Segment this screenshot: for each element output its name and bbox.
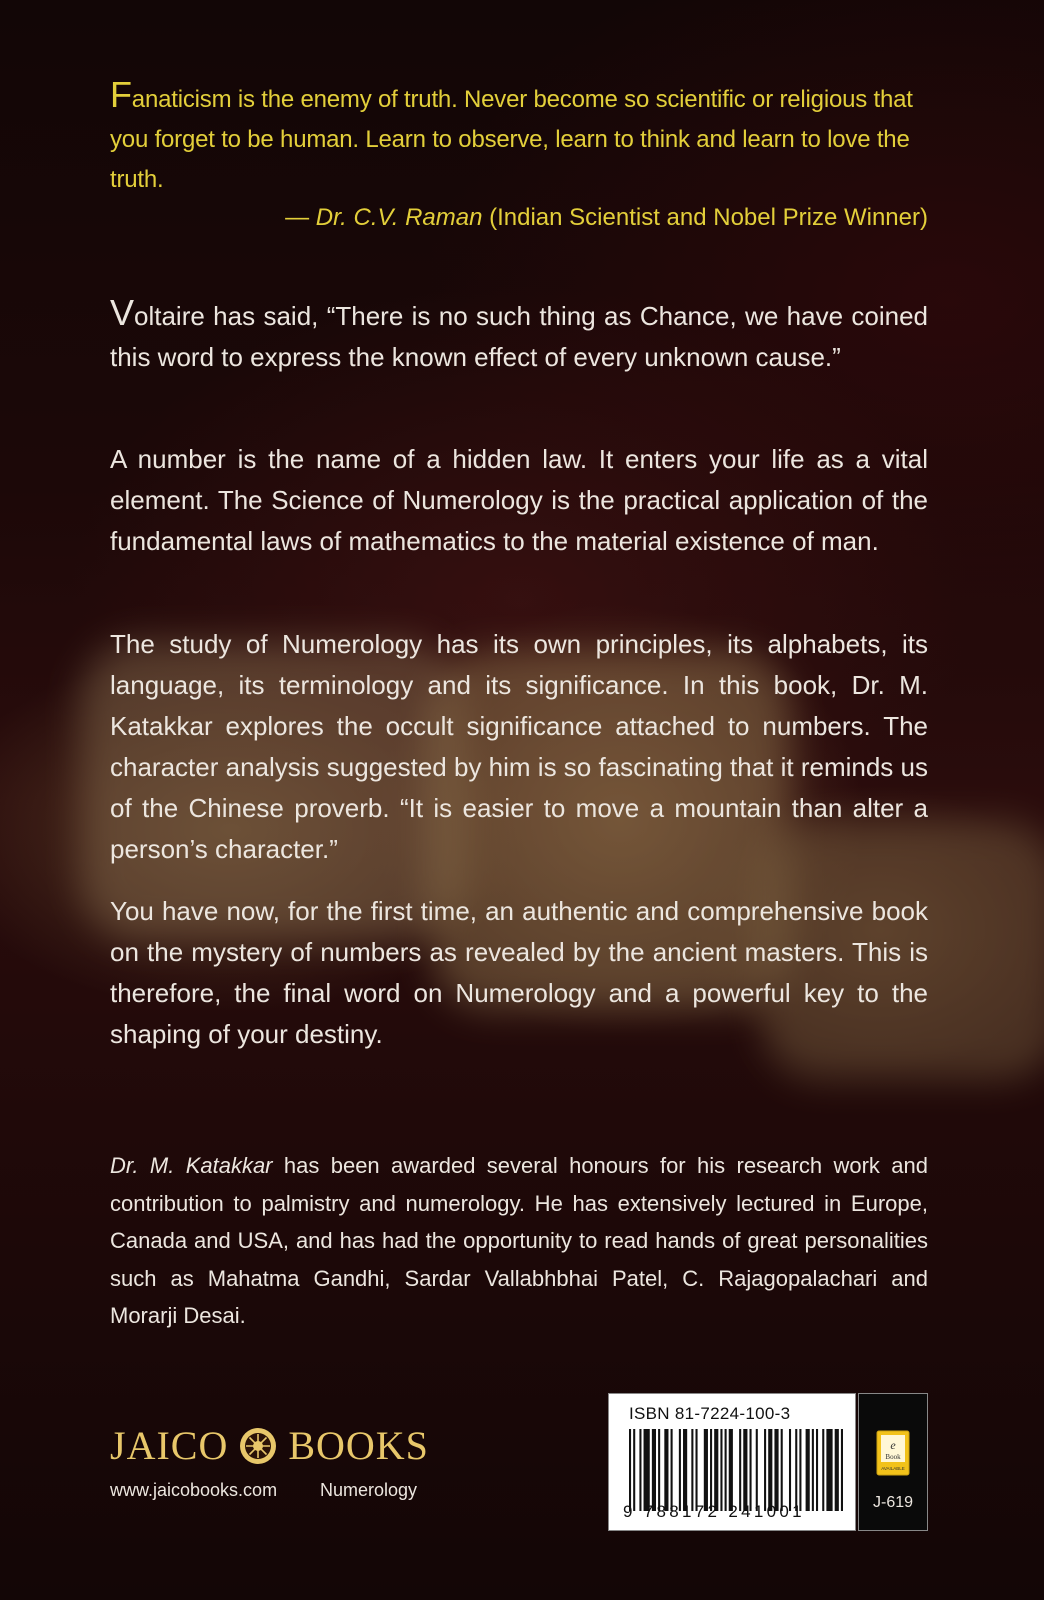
barcode-bar xyxy=(679,1429,681,1511)
barcode-bar xyxy=(695,1429,697,1511)
barcode-bar xyxy=(652,1429,656,1511)
attribution-name: Dr. C.V. Raman xyxy=(315,204,483,231)
barcode-bar xyxy=(729,1429,733,1511)
barcode-bar xyxy=(658,1429,660,1511)
quote-text: anaticism is the enemy of truth. Never become so scientific or religious that you forget to be human. Learn to observe, learn to think and learn to love the truth. xyxy=(110,86,913,193)
book-code: J-619 xyxy=(872,1494,914,1511)
barcode-bar xyxy=(743,1429,747,1511)
barcode-bar xyxy=(756,1429,758,1511)
barcode-bar xyxy=(835,1429,839,1511)
paragraph-voltaire xyxy=(110,292,928,378)
barcode-bar xyxy=(806,1429,810,1511)
ebook-panel xyxy=(858,1393,928,1531)
author-bio xyxy=(110,1147,928,1335)
barcode-bar xyxy=(629,1429,631,1511)
barcode-bar xyxy=(816,1429,818,1511)
barcode-bar xyxy=(822,1429,824,1511)
quote-dropcap: F xyxy=(110,74,132,115)
ebook-available-icon xyxy=(876,1430,910,1476)
isbn-label: ISBN 81-7224-100-3 xyxy=(629,1404,791,1423)
barcode-bar xyxy=(750,1429,752,1511)
barcode-bar xyxy=(764,1429,766,1511)
attribution-rest: (Indian Scientist and Nobel Prize Winner) xyxy=(482,204,928,231)
publisher-name-right: BOOKS xyxy=(288,1423,429,1468)
publisher-logo xyxy=(110,1422,429,1470)
barcode-bar xyxy=(644,1429,650,1511)
ean-digits: 9 788172 241001 xyxy=(623,1502,805,1521)
paragraph-number-law: A number is the name of a hidden law. It enters your life as a vital element. The Science of Numerology is the practical application of the fundamental laws of mathematics to the material existence of man. xyxy=(110,444,928,556)
ebook-badge-sub: AVAILABLE xyxy=(881,1466,905,1471)
barcode-bar xyxy=(714,1429,718,1511)
barcode-bars xyxy=(629,1429,843,1511)
book-category: Numerology xyxy=(320,1480,418,1500)
author-bio-text: has been awarded several honours for his research work and contribution to palmistry and numerology. He has extensively lectured in Europe, Canada and USA, and has had the opportunity to read hands of great personalities such as Mahatma Gandhi, Sardar Vallabhbhai Patel, C. Rajagopalachari and Morarji Desai. xyxy=(110,1153,928,1328)
paragraph-dropcap: V xyxy=(110,292,135,333)
barcode-bar xyxy=(826,1429,832,1511)
barcode-bar xyxy=(710,1429,712,1511)
barcode-bar xyxy=(781,1429,783,1511)
paragraph-study: The study of Numerology has its own principles, its alphabets, its language, its terminology and its significance. In this book, Dr. M. Katakkar explores the occult significance attached to numbers. The character analysis suggested by him is so fascinating that it reminds us of the Chinese proverb. “It is easier to move a mountain than alter a person’s character.” xyxy=(110,629,928,864)
quote-attribution xyxy=(110,198,928,238)
isbn-barcode-panel xyxy=(608,1393,856,1531)
barcode-bar xyxy=(720,1429,722,1511)
publisher-website: www.jaicobooks.com xyxy=(110,1480,278,1500)
sun-logo-icon xyxy=(238,1426,278,1466)
barcode-bar xyxy=(704,1429,708,1511)
barcode-bar xyxy=(768,1429,772,1511)
attribution-dash: — xyxy=(285,204,316,231)
barcode-bar xyxy=(639,1429,641,1511)
barcode-bar xyxy=(683,1429,687,1511)
raman-quote xyxy=(110,75,928,200)
barcode-bar xyxy=(812,1429,814,1511)
barcode-bar xyxy=(725,1429,727,1511)
barcode-bar xyxy=(799,1429,801,1511)
paragraph-authentic-book: You have now, for the first time, an authentic and comprehensive book on the mystery of numbers as revealed by the ancient masters. This is therefore, the final word on Numerology and a powerful key to the shaping of your destiny. xyxy=(110,896,928,1049)
publisher-name-left: JAICO xyxy=(110,1423,229,1468)
barcode-bar xyxy=(633,1429,635,1511)
barcode-bar xyxy=(691,1429,693,1511)
barcode-bar xyxy=(841,1429,843,1511)
ebook-badge-letter: e xyxy=(890,1438,896,1452)
barcode-bar xyxy=(789,1429,791,1511)
ebook-badge-word: Book xyxy=(885,1453,901,1461)
barcode-bar xyxy=(664,1429,668,1511)
paragraph-voltaire-text: oltaire has said, “There is no such thing as Chance, we have coined this word to express the known effect of every unknown cause.” xyxy=(110,301,928,372)
barcode-bar xyxy=(671,1429,673,1511)
barcode-bar xyxy=(795,1429,797,1511)
author-name: Dr. M. Katakkar xyxy=(110,1153,273,1178)
barcode-bar xyxy=(774,1429,778,1511)
barcode-bar xyxy=(739,1429,741,1511)
